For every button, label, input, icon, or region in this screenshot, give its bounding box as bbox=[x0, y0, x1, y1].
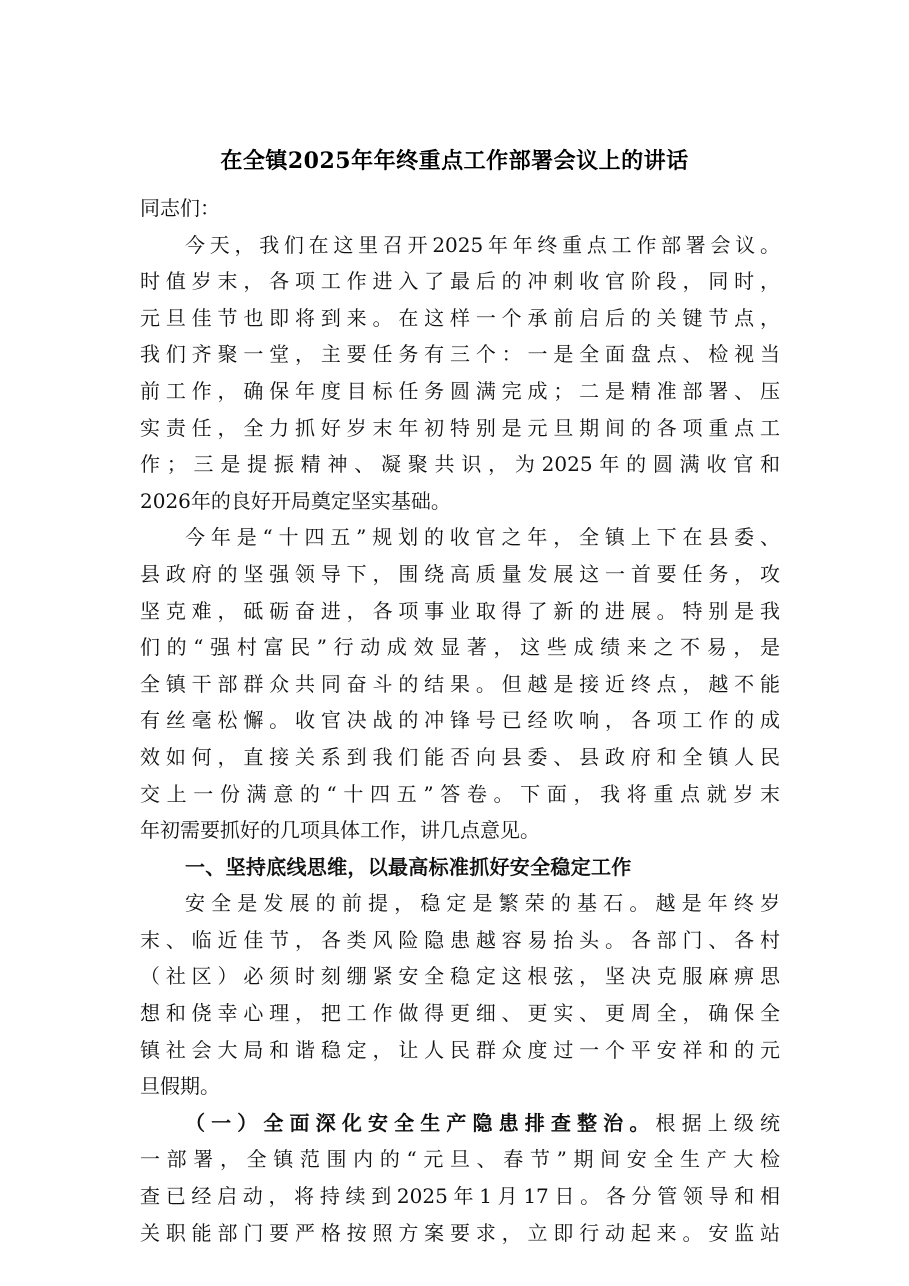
subsection-heading: （一）全面深化安全生产隐患排查整治。 bbox=[185, 1110, 656, 1135]
section-heading: 一、坚持底线思维，以最高标准抓好安全稳定工作 bbox=[185, 854, 632, 879]
body-line: 元旦佳节也即将到来。在这样一个承前启后的关键节点， bbox=[140, 305, 780, 330]
body-line: 作；三是提振精神、凝聚共识，为2025年的圆满收官和 bbox=[140, 452, 780, 477]
body-line: 想和侥幸心理，把工作做得更细、更实、更周全，确保全 bbox=[140, 1001, 780, 1026]
body-line: 关职能部门要严格按照方案要求，立即行动起来。安监站 bbox=[140, 1220, 780, 1245]
body-line: 年初需要抓好的几项具体工作，讲几点意见。 bbox=[140, 818, 540, 843]
body-line: 交上一份满意的“十四五”答卷。下面，我将重点就岁末 bbox=[140, 781, 780, 806]
body-line: 我们齐聚一堂，主要任务有三个：一是全面盘点、检视当 bbox=[140, 342, 780, 367]
body-line: 查已经启动，将持续到2025年1月17日。各分管领导和相 bbox=[140, 1184, 780, 1209]
body-line: 旦假期。 bbox=[140, 1074, 220, 1099]
body-line: 镇社会大局和谐稳定，让人民群众度过一个平安祥和的元 bbox=[140, 1037, 780, 1062]
body-line: 一部署，全镇范围内的“元旦、春节”期间安全生产大检 bbox=[140, 1147, 780, 1172]
body-line: 们的“强村富民”行动成效显著，这些成绩来之不易，是 bbox=[140, 635, 780, 660]
body-line: 今年是“十四五”规划的收官之年，全镇上下在县委、 bbox=[185, 525, 780, 550]
body-line: 实责任，全力抓好岁末年初特别是元旦期间的各项重点工 bbox=[140, 415, 780, 440]
body-line: 前工作，确保年度目标任务圆满完成；二是精准部署、压 bbox=[140, 378, 780, 403]
body-line: 2026年的良好开局奠定坚实基础。 bbox=[140, 488, 451, 513]
body-line: 有丝毫松懈。收官决战的冲锋号已经吹响，各项工作的成 bbox=[140, 708, 780, 733]
body-line: 坚克难，砥砺奋进，各项事业取得了新的进展。特别是我 bbox=[140, 598, 780, 623]
document-body bbox=[140, 190, 780, 1251]
body-line: 今天，我们在这里召开2025年年终重点工作部署会议。 bbox=[185, 232, 780, 257]
body-line: 全镇干部群众共同奋斗的结果。但越是接近终点，越不能 bbox=[140, 671, 780, 696]
body-line: 末、临近佳节，各类风险隐患越容易抬头。各部门、各村 bbox=[140, 927, 780, 952]
body-line: 同志们： bbox=[140, 196, 220, 220]
body-text: 根据上级统 bbox=[655, 1110, 781, 1135]
body-line: （社区）必须时刻绷紧安全稳定这根弦，坚决克服麻痹思 bbox=[140, 964, 780, 989]
body-line bbox=[140, 1105, 780, 1142]
body-line: 安全是发展的前提，稳定是繁荣的基石。越是年终岁 bbox=[185, 891, 780, 916]
document-title: 在全镇2025年年终重点工作部署会议上的讲话 bbox=[220, 148, 689, 174]
body-line: 县政府的坚强领导下，围绕高质量发展这一首要任务，攻 bbox=[140, 561, 780, 586]
body-line: 时值岁末，各项工作进入了最后的冲刺收官阶段，同时， bbox=[140, 269, 780, 294]
body-line: 效如何，直接关系到我们能否向县委、县政府和全镇人民 bbox=[140, 744, 780, 769]
